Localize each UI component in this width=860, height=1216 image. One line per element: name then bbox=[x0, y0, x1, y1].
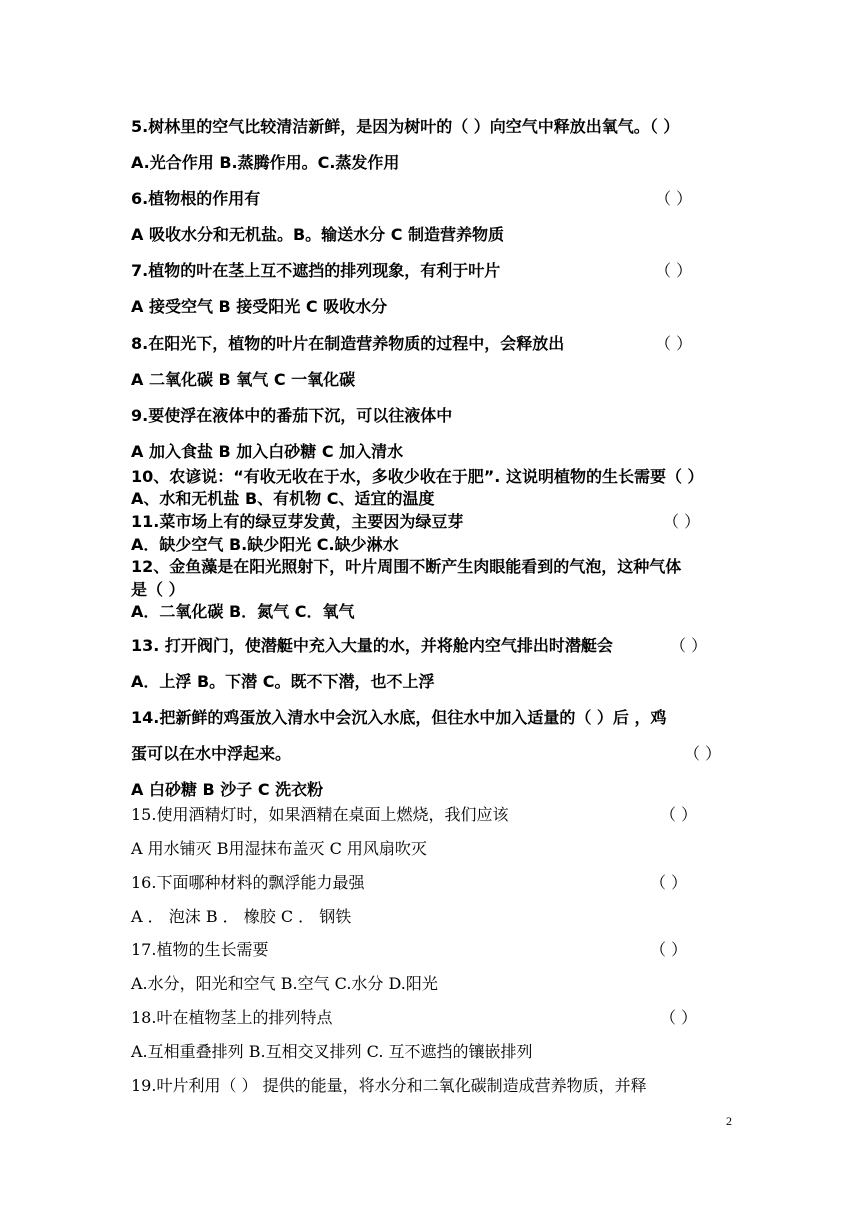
question-15: 15.使用酒精灯时，如果酒精在桌面上燃烧，我们应该 bbox=[131, 805, 509, 824]
question-11: 11.菜市场上有的绿豆芽发黄，主要因为绿豆芽 bbox=[131, 512, 464, 531]
question-9-options: A 加入食盐 B 加入白砂糖 C 加入清水 bbox=[131, 442, 404, 461]
question-12-continued: 是（ ） bbox=[131, 580, 185, 599]
question-14-continued: 蛋可以在水中浮起来。 bbox=[131, 744, 292, 763]
question-19: 19.叶片利用（ ） 提供的能量，将水分和二氧化碳制造成营养物质，并释 bbox=[131, 1076, 647, 1095]
answer-paren: （ ） bbox=[650, 873, 688, 892]
question-7: 7.植物的叶在茎上互不遮挡的排列现象，有利于叶片 bbox=[131, 261, 501, 280]
question-9: 9.要使浮在液体中的番茄下沉，可以往液体中 bbox=[131, 406, 453, 425]
question-17-options: A.水分，阳光和空气 B.空气 C.水分 D.阳光 bbox=[131, 974, 438, 993]
question-17: 17.植物的生长需要 bbox=[131, 940, 269, 959]
question-10-options: A、水和无机盐 B、有机物 C、适宜的温度 bbox=[131, 489, 435, 508]
answer-paren: （ ） bbox=[655, 334, 693, 353]
question-12: 12、金鱼藻是在阳光照射下，叶片周围不断产生肉眼能看到的气泡，这种气体 bbox=[131, 557, 682, 576]
answer-paren: （ ） bbox=[684, 744, 722, 763]
question-5-options: A.光合作用 B.蒸腾作用。C.蒸发作用 bbox=[131, 153, 400, 172]
question-8-options: A 二氧化碳 B 氧气 C 一氧化碳 bbox=[131, 370, 356, 389]
answer-paren: （ ） bbox=[660, 1008, 698, 1027]
question-16: 16.下面哪种材料的飘浮能力最强 bbox=[131, 873, 365, 892]
question-7-options: A 接受空气 B 接受阳光 C 吸收水分 bbox=[131, 297, 388, 316]
question-18: 18.叶在植物茎上的排列特点 bbox=[131, 1008, 333, 1027]
question-12-options: A．二氧化碳 B．氮气 C．氧气 bbox=[131, 602, 355, 621]
question-15-options: A 用水铺灭 B用湿抹布盖灭 C 用风扇吹灭 bbox=[131, 839, 427, 858]
question-14-options: A 白砂糖 B 沙子 C 洗衣粉 bbox=[131, 780, 324, 799]
question-16-options: A ． 泡沫 B ． 橡胶 C ． 钢铁 bbox=[131, 907, 352, 926]
question-11-options: A．缺少空气 B.缺少阳光 C.缺少淋水 bbox=[131, 535, 399, 554]
answer-paren: （ ） bbox=[650, 940, 688, 959]
question-14: 14.把新鲜的鸡蛋放入清水中会沉入水底，但往水中加入适量的（ ）后 ，鸡 bbox=[131, 708, 667, 727]
answer-paren: （ ） bbox=[660, 805, 698, 824]
answer-paren: （ ） bbox=[670, 636, 708, 655]
answer-paren: （ ） bbox=[663, 512, 701, 531]
question-6: 6.植物根的作用有 bbox=[131, 189, 261, 208]
question-8: 8.在阳光下，植物的叶片在制造营养物质的过程中，会释放出 bbox=[131, 334, 565, 353]
question-18-options: A.互相重叠排列 B.互相交叉排列 C. 互不遮挡的镶嵌排列 bbox=[131, 1042, 533, 1061]
question-13: 13. 打开阀门，使潜艇中充入大量的水，并将舱内空气排出时潜艇会 bbox=[131, 636, 613, 655]
page-number: 2 bbox=[726, 1114, 732, 1128]
question-10: 10、农谚说：“有收无收在于水，多收少收在于肥”. 这说明植物的生长需要（ ） bbox=[131, 467, 704, 486]
answer-paren: （ ） bbox=[655, 261, 693, 280]
question-6-options: A 吸收水分和无机盐。B。输送水分 C 制造营养物质 bbox=[131, 225, 505, 244]
question-5: 5.树林里的空气比较清洁新鲜，是因为树叶的（ ）向空气中释放出氧气。（ ） bbox=[131, 117, 680, 136]
question-13-options: A．上浮 B。下潜 C。既不下潜，也不上浮 bbox=[131, 672, 435, 691]
answer-paren: （ ） bbox=[655, 189, 693, 208]
